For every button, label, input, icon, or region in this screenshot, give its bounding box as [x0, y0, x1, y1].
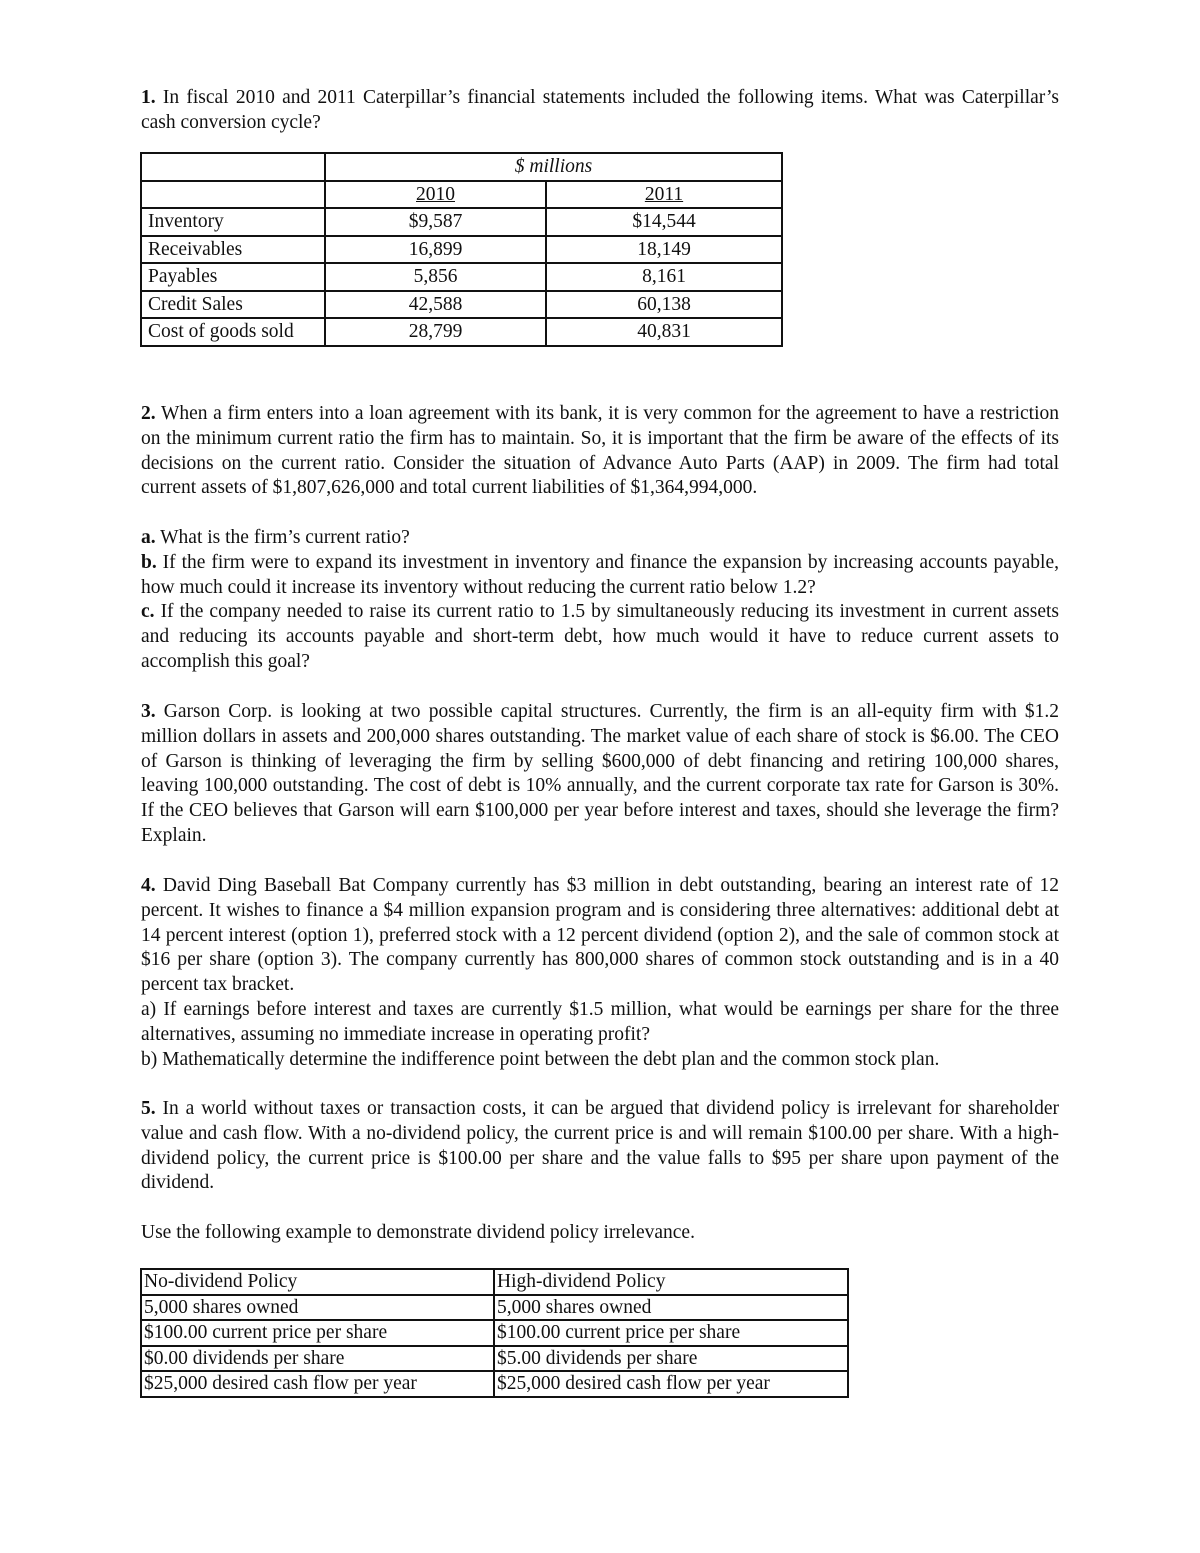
question-4-text: David Ding Baseball Bat Company currently has $3 million in debt outstanding, bearing an interest rate of 12 percent. It wishes to finance a $4 million expansion program and is considering three alternatives: additional debt at 14 percent interest (option 1), preferred stock with a 12 percent dividend (option 2), and the sale of common stock at $16 per share (option 3). The company currently has 800,000 shares of common stock outstanding and is in a 40 percent tax bracket. [141, 875, 1060, 996]
table-row [141, 1371, 848, 1397]
value-2010: $9,587 [325, 208, 546, 236]
question-3-number: 3. [141, 701, 156, 722]
part-b-label: b. [141, 551, 157, 573]
table-header-blank [141, 153, 325, 181]
value-2010: 28,799 [325, 318, 546, 346]
caterpillar-financials-table [140, 152, 783, 347]
no-dividend-cell: No-dividend Policy [141, 1269, 494, 1295]
no-dividend-cell: $0.00 dividends per share [141, 1346, 494, 1372]
high-dividend-cell: 5,000 shares owned [494, 1295, 848, 1321]
value-2011: 8,161 [546, 263, 782, 291]
value-2011: 40,831 [546, 318, 782, 346]
question-1 [141, 86, 1059, 136]
table-unit-header: $ millions [325, 153, 782, 181]
question-5-number: 5. [141, 1098, 156, 1119]
question-4-part-b: b) Mathematically determine the indifference point between the debt plan and the common stock plan. [141, 1048, 940, 1070]
part-a-text: What is the firm’s current ratio? [160, 527, 410, 548]
row-label: Credit Sales [141, 291, 325, 319]
value-2010: 5,856 [325, 263, 546, 291]
question-3 [141, 700, 1059, 849]
question-2-number: 2. [141, 403, 156, 424]
year-header-2011: 2011 [546, 181, 782, 209]
value-2010: 42,588 [325, 291, 546, 319]
table-row [141, 291, 782, 319]
question-4-part-a: a) If earnings before interest and taxes are currently $1.5 million, what would be earnings per share for the three alternatives, assuming no immediate increase in operating profit? [141, 998, 1059, 1045]
value-2010: 16,899 [325, 236, 546, 264]
part-c-text: If the company needed to raise its current ratio to 1.5 by simultaneously reducing its investment in current assets and reducing its accounts payable and short-term debt, how much would it have to reduce current assets to accomplish this goal? [141, 601, 1059, 672]
table-row [141, 263, 782, 291]
table-header-blank [141, 181, 325, 209]
question-4 [141, 874, 1059, 1072]
table-row [141, 1320, 848, 1346]
high-dividend-cell: $5.00 dividends per share [494, 1346, 848, 1372]
question-1-text: In fiscal 2010 and 2011 Caterpillar’s financial statements included the following items. What was Caterpillar’s cash conversion cycle? [141, 87, 1059, 133]
question-5-instruction: Use the following example to demonstrate dividend policy irrelevance. [141, 1222, 695, 1243]
row-label: Payables [141, 263, 325, 291]
no-dividend-cell: $25,000 desired cash flow per year [141, 1371, 494, 1397]
table-row [141, 236, 782, 264]
row-label: Cost of goods sold [141, 318, 325, 346]
value-2011: $14,544 [546, 208, 782, 236]
year-header-2010: 2010 [325, 181, 546, 209]
table-row [141, 1346, 848, 1372]
no-dividend-cell: $100.00 current price per share [141, 1320, 494, 1346]
value-2011: 60,138 [546, 291, 782, 319]
value-2011: 18,149 [546, 236, 782, 264]
row-label: Receivables [141, 236, 325, 264]
no-dividend-cell: 5,000 shares owned [141, 1295, 494, 1321]
table-row [141, 1269, 848, 1295]
question-5-text: In a world without taxes or transaction costs, it can be argued that dividend policy is irrelevant for shareholder value and cash flow. With a no-dividend policy, the current price is and will remain $100.00 per share. With a high-dividend policy, the current price is $100.00 per share and the value falls to $95 per share upon payment of the dividend. [141, 1098, 1059, 1194]
part-c-label: c. [141, 601, 155, 623]
high-dividend-cell: $100.00 current price per share [494, 1320, 848, 1346]
dividend-policy-table [140, 1268, 849, 1398]
high-dividend-cell: High-dividend Policy [494, 1269, 848, 1295]
high-dividend-cell: $25,000 desired cash flow per year [494, 1371, 848, 1397]
question-2-text: When a firm enters into a loan agreement with its bank, it is very common for the agreement to have a restriction on the minimum current ratio the firm has to maintain. So, it is important that the firm be aware of the effects of its decisions on the current ratio. Consider the situation of Advance Auto Parts (AAP) in 2009. The firm had total current assets of $1,807,626,000 and total current liabilities of $1,364,994,000. [141, 403, 1059, 499]
question-1-number: 1. [141, 87, 156, 108]
question-4-number: 4. [141, 875, 156, 896]
question-3-text: Garson Corp. is looking at two possible capital structures. Currently, the firm is an all-equity firm with $1.2 million dollars in assets and 200,000 shares outstanding. The market value of each share of stock is $6.00. The CEO of Garson is thinking of leveraging the firm by selling $600,000 of debt financing and retiring 100,000 shares, leaving 100,000 outstanding. The cost of debt is 10% annually, and the current corporate tax rate for Garson is 30%. If the CEO believes that Garson will earn $100,000 per year before interest and taxes, should she leverage the firm? Explain. [141, 701, 1060, 846]
table-row [141, 208, 782, 236]
question-2-parts [141, 526, 1059, 675]
question-2 [141, 402, 1059, 501]
row-label: Inventory [141, 208, 325, 236]
table-row [141, 1295, 848, 1321]
question-5 [141, 1097, 1059, 1196]
part-a-label: a. [141, 527, 156, 548]
table-row [141, 318, 782, 346]
part-b-text: If the firm were to expand its investment in inventory and finance the expansion by increasing accounts payable, how much could it increase its inventory without reducing the current ratio below 1.2? [141, 551, 1059, 598]
